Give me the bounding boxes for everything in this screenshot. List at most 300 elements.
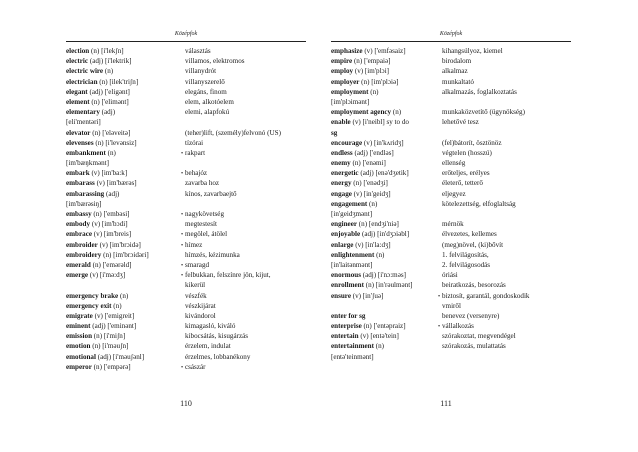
entry-translation — [186, 178, 219, 188]
entry-marker: • — [181, 171, 184, 178]
entry-translation-text: nagykövetség — [185, 210, 225, 218]
entry-translation — [186, 341, 231, 351]
entry-grammar-pronunciation: (n) ['enədʒi] — [353, 179, 388, 188]
entry-translation — [186, 107, 229, 117]
entry-headword: emphasize — [331, 47, 363, 55]
entry-marker: • — [181, 150, 184, 157]
entry-translation-text: kivándorol — [185, 311, 216, 320]
entry-grammar-pronunciation: [in'laitənmənt] — [331, 260, 373, 269]
entry-term — [331, 270, 406, 280]
dictionary-entry — [331, 209, 576, 219]
dictionary-entry — [66, 341, 306, 351]
entry-translation — [443, 250, 489, 260]
entry-translation — [443, 189, 466, 199]
dictionary-entry — [66, 117, 306, 127]
entry-translation-text: elem, alkotóelem — [185, 97, 234, 106]
entry-translation-text: kibocsátás, kisugárzás — [185, 332, 249, 341]
entry-translation-text: (teher)lift, (személy)felvonó (US) — [185, 128, 281, 137]
dictionary-entry — [66, 229, 306, 239]
entry-term — [331, 117, 409, 127]
entry-headword: entertainment — [331, 342, 374, 351]
entry-translation-text: zavarba hoz — [185, 179, 220, 188]
entry-headword: electric wire — [66, 67, 104, 76]
entry-term — [66, 168, 127, 178]
dictionary-entry — [66, 219, 306, 229]
dictionary-entry — [331, 46, 576, 56]
entry-translation-text: választás — [185, 47, 211, 55]
entry-marker: • — [438, 324, 441, 331]
dictionary-entry — [331, 87, 576, 97]
entry-translation — [443, 56, 471, 66]
entry-translation — [443, 331, 516, 341]
entry-translation-text: felbukkan, felszínre jön, kijut, — [185, 271, 271, 280]
entry-headword: entertain — [331, 332, 359, 341]
entry-headword: enter for sg — [331, 311, 366, 320]
entry-headword: embroider — [66, 240, 98, 249]
entry-term — [66, 46, 124, 56]
entry-headword: engineer — [331, 220, 358, 229]
entry-grammar-pronunciation: (n) — [119, 291, 129, 300]
entry-marker: • — [181, 364, 184, 371]
entry-translation — [181, 362, 206, 373]
entry-term — [66, 97, 129, 107]
entry-grammar-pronunciation: (v) [in'ʃuə] — [352, 291, 384, 300]
entry-grammar-pronunciation: (v) [i'mə:dʒ] — [89, 271, 126, 280]
entry-grammar-pronunciation: (n) ['empaiə] — [353, 57, 391, 66]
entry-translation-text: szórakozás, mulattatás — [442, 342, 506, 351]
dictionary-entry — [331, 107, 576, 117]
entry-grammar-pronunciation: (n) — [369, 199, 378, 208]
entry-translation — [443, 341, 506, 351]
entry-translation-text: kínos, zavarbaejtő — [185, 189, 237, 198]
entry-translation — [443, 229, 497, 239]
header-rule — [66, 41, 306, 42]
entry-marker: • — [438, 293, 441, 300]
entry-grammar-pronunciation: (n) [i'miʃn] — [93, 332, 126, 341]
entry-term — [66, 229, 131, 239]
dictionary-entry — [66, 107, 306, 117]
entry-term — [66, 199, 102, 209]
entry-headword: enormous — [331, 271, 361, 280]
entry-translation — [443, 240, 503, 250]
entry-term — [66, 56, 131, 66]
entry-translation-text: érzelmes, lobbanékony — [185, 352, 251, 361]
entry-term — [66, 270, 125, 280]
dictionary-entry — [331, 117, 576, 127]
entry-headword: emigrate — [66, 311, 93, 320]
entry-term — [331, 189, 391, 199]
page-number: 110 — [180, 399, 192, 408]
entry-term — [331, 311, 365, 321]
dictionary-entry — [66, 291, 306, 301]
dictionary-entry — [331, 240, 576, 250]
entry-translation — [443, 178, 483, 188]
entry-grammar-pronunciation: (n) ['emərəld] — [92, 260, 132, 269]
dictionary-entry — [66, 138, 306, 148]
dictionary-entry — [331, 77, 576, 87]
entry-translation-text: vmiről — [442, 301, 461, 310]
entry-term — [66, 321, 136, 331]
entry-translation — [443, 280, 506, 290]
entry-translation-text: ellenség — [442, 159, 466, 168]
entry-translation-text: munkaltató — [442, 77, 474, 86]
entry-translation — [443, 138, 502, 148]
dictionary-entry — [331, 128, 576, 138]
entry-grammar-pronunciation: (adj) — [101, 108, 116, 117]
entry-translation — [186, 189, 237, 199]
entry-translation-text: kikerül — [185, 281, 206, 290]
entry-term — [331, 66, 389, 76]
entry-headword: employ — [331, 67, 354, 76]
entry-term — [66, 189, 119, 199]
dictionary-entry — [66, 77, 306, 87]
entry-translation-text: császár — [185, 362, 206, 371]
entry-translation-text: villamos, elektromos — [185, 57, 245, 66]
entry-term — [331, 107, 401, 117]
entry-translation — [443, 66, 468, 76]
entry-term — [66, 260, 132, 270]
entry-headword: election — [66, 47, 90, 55]
dictionary-entry — [66, 66, 306, 76]
entry-headword: empire — [331, 57, 353, 66]
dictionary-entry — [66, 128, 306, 138]
entry-translation-text: eljegyez — [442, 189, 466, 198]
entry-term — [331, 352, 374, 362]
entry-translation-text: megölel, átölel — [185, 230, 228, 239]
entry-grammar-pronunciation: (n) — [104, 67, 114, 76]
dictionary-entry — [331, 168, 576, 178]
dictionary-entry — [66, 260, 306, 270]
dictionary-entry — [331, 280, 576, 290]
entry-translation-text: kötelezettség, elfoglaltság — [442, 199, 516, 208]
entry-translation-text: hímzés, kézimunka — [185, 250, 240, 259]
entry-term — [331, 97, 369, 107]
dictionary-entry — [331, 311, 576, 321]
dictionary-entry — [66, 352, 306, 362]
entry-grammar-pronunciation: (adj) [i'lektrik] — [89, 57, 132, 66]
entry-headword: embark — [66, 169, 90, 178]
entry-grammar-pronunciation: (n) [ilek'triʃn] — [99, 77, 139, 86]
entry-headword: enlightenment — [331, 250, 375, 259]
entry-term — [66, 66, 113, 76]
entry-translation-text: vészfék — [185, 291, 207, 300]
entry-term — [66, 128, 130, 138]
entry-term — [331, 46, 406, 56]
entry-translation — [443, 87, 517, 97]
entry-term — [66, 311, 134, 321]
entry-grammar-pronunciation: (adj) ['eligənt] — [89, 87, 130, 96]
entry-grammar-pronunciation: (v) [in'kʌridʒ] — [363, 138, 404, 147]
dictionary-entry — [331, 352, 576, 362]
entry-translation-text: vészkijárat — [185, 301, 216, 310]
entry-marker: • — [181, 273, 184, 280]
entry-translation — [443, 107, 525, 117]
entry-translation — [443, 260, 490, 270]
dictionary-entry — [66, 250, 306, 260]
entry-term — [331, 291, 383, 301]
dictionary-entry — [66, 301, 306, 311]
entry-translation-text: érzelem, indulat — [185, 342, 231, 351]
dictionary-entry — [331, 229, 576, 239]
entry-translation — [186, 219, 217, 229]
entry-translation — [186, 250, 240, 260]
entry-headword: engagement — [331, 199, 368, 208]
dictionary-entry — [66, 168, 306, 178]
header-rule — [331, 41, 571, 42]
dictionary-entry — [66, 321, 306, 331]
entry-term — [66, 209, 130, 219]
entry-grammar-pronunciation: (n) ['entəpraiz] — [363, 322, 406, 331]
entry-list — [66, 46, 306, 372]
entry-marker: • — [181, 232, 184, 239]
right-page — [319, 0, 638, 452]
dictionary-entry — [66, 209, 306, 219]
entry-grammar-pronunciation: (n) ['enəmi] — [352, 159, 386, 168]
dictionary-entry — [66, 158, 306, 168]
entry-grammar-pronunciation: [im'bæŋkmənt] — [66, 159, 110, 168]
entry-translation — [186, 46, 211, 56]
entry-term — [331, 56, 390, 66]
entry-grammar-pronunciation: (v) [im'brɔidə] — [99, 240, 141, 249]
entry-headword: ensure — [331, 291, 351, 300]
entry-headword: emergency brake — [66, 291, 119, 300]
entry-headword: encourage — [331, 138, 363, 147]
entry-term — [331, 331, 399, 341]
entry-translation — [186, 97, 234, 107]
entry-headword: elevenses — [66, 138, 94, 147]
entry-headword: employment — [331, 87, 369, 96]
entry-translation-text: élvezetes, kellemes — [442, 230, 497, 239]
entry-term — [331, 321, 406, 331]
entry-translation-text: (fel)bátorít, ösztönöz — [442, 138, 502, 147]
entry-translation-text: alkalmaz — [442, 67, 468, 76]
entry-translation-text: villanyszerelő — [185, 77, 225, 86]
entry-translation-text: mérnök — [442, 220, 464, 229]
entry-term — [331, 87, 379, 97]
entry-grammar-pronunciation: (v) ['emfəsaiz] — [364, 47, 406, 55]
entry-term — [66, 117, 101, 127]
entry-term — [331, 219, 399, 229]
entry-grammar-pronunciation: (v) [in'la:dʒ] — [355, 240, 391, 249]
dictionary-entry — [66, 46, 306, 56]
entry-translation-text: benevez (versenyre) — [442, 311, 500, 320]
entry-grammar-pronunciation: (v) [im'ba:k] — [91, 169, 128, 178]
entry-translation — [443, 199, 516, 209]
entry-translation — [443, 270, 458, 280]
entry-headword: emotion — [66, 342, 91, 351]
entry-headword: endless — [331, 148, 353, 157]
entry-translation — [186, 138, 203, 148]
entry-translation — [186, 301, 216, 311]
entry-translation — [443, 148, 492, 158]
entry-term — [331, 229, 409, 239]
entry-grammar-pronunciation: [entə'teinmənt] — [331, 352, 374, 361]
entry-term — [66, 331, 125, 341]
entry-grammar-pronunciation: (n) [in'rəulmənt] — [365, 281, 413, 290]
entry-headword: enable — [331, 118, 351, 127]
entry-term — [66, 291, 128, 301]
dictionary-entry — [66, 199, 306, 209]
dictionary-entry — [331, 138, 576, 148]
entry-term — [331, 209, 372, 219]
entry-term — [331, 158, 386, 168]
entry-translation-text: rakpart — [185, 148, 206, 157]
entry-grammar-pronunciation: (adj) — [106, 189, 120, 198]
entry-grammar-pronunciation: (adj) ['endləs] — [354, 148, 394, 157]
entry-headword: emperor — [66, 362, 92, 371]
entry-translation — [186, 77, 225, 87]
dictionary-entry — [66, 56, 306, 66]
running-header: Középfok — [439, 31, 463, 37]
entry-grammar-pronunciation: (n) [endʒi'niə] — [358, 220, 399, 229]
entry-marker: • — [181, 212, 184, 218]
entry-grammar-pronunciation: (n) ['embəsi] — [93, 210, 130, 218]
entry-headword: embassy — [66, 210, 92, 218]
entry-grammar-pronunciation: (v) [im'bɔdi] — [91, 220, 128, 229]
dictionary-entry — [331, 56, 576, 66]
entry-grammar-pronunciation: (v) [in'geidʒ] — [353, 189, 391, 198]
dictionary-entry — [331, 270, 576, 280]
dictionary-entry — [66, 189, 306, 199]
entry-translation — [186, 331, 248, 341]
dictionary-entry — [331, 250, 576, 260]
entry-headword: emergency exit — [66, 301, 112, 310]
running-header: Középfok — [174, 31, 198, 37]
entry-headword: embody — [66, 220, 91, 229]
dictionary-entry — [331, 178, 576, 188]
entry-headword: embarassing — [66, 189, 105, 198]
entry-translation-text: vállalkozás — [442, 322, 474, 331]
entry-grammar-pronunciation: (v) [im'plɔi] — [354, 67, 390, 76]
entry-translation-text: (meg)növel, (ki)bővít — [442, 240, 504, 249]
entry-translation-text: erőteljes, erélyes — [442, 169, 490, 178]
entry-term — [331, 341, 384, 351]
entry-headword: enlarge — [331, 240, 354, 249]
entry-term — [331, 168, 409, 178]
entry-grammar-pronunciation: [im'bærəsiŋ] — [66, 199, 102, 208]
entry-term — [66, 240, 141, 250]
entry-term — [66, 250, 149, 260]
entry-term — [66, 107, 115, 117]
entry-headword: emotional — [66, 352, 96, 361]
entry-headword: embrace — [66, 230, 92, 239]
entry-grammar-pronunciation: (n) [i'məuʃn] — [92, 342, 129, 351]
entry-term — [66, 341, 128, 351]
entry-headword: employment agency — [331, 108, 392, 117]
entry-headword: energy — [331, 179, 352, 188]
dictionary-entry — [66, 240, 306, 250]
entry-translation-text: 2. felvilágosodás — [442, 260, 491, 269]
entry-grammar-pronunciation: [in'geidʒmənt] — [331, 210, 373, 218]
entry-term — [331, 138, 404, 148]
entry-grammar-pronunciation: (n) ['eləveitə] — [92, 128, 131, 137]
entry-translation-text: smaragd — [185, 260, 210, 269]
entry-translation — [186, 311, 216, 321]
entry-headword: sg — [331, 128, 338, 137]
entry-grammar-pronunciation: (v) [entə'tein] — [360, 332, 399, 341]
entry-term — [66, 352, 144, 362]
entry-term — [331, 280, 413, 290]
entry-term — [66, 138, 137, 148]
entry-grammar-pronunciation: (v) [im'bærəs] — [96, 179, 137, 188]
dictionary-entry — [331, 158, 576, 168]
entry-translation — [443, 301, 461, 311]
entry-translation-text: szórakoztat, megvendégel — [442, 332, 516, 341]
entry-headword: emission — [66, 332, 93, 341]
dictionary-entry — [66, 97, 306, 107]
entry-headword: electrician — [66, 77, 98, 86]
entry-translation-text: behajóz — [185, 169, 208, 178]
entry-grammar-pronunciation: (adj) ['eminənt] — [92, 322, 137, 331]
entry-headword: embankment — [66, 148, 106, 157]
entry-headword: elegant — [66, 87, 88, 96]
entry-translation — [186, 321, 235, 331]
entry-grammar-pronunciation: (v) ['emigreit] — [94, 311, 135, 320]
entry-grammar-pronunciation: (v) [im'breis] — [93, 230, 132, 239]
entry-headword: embarass — [66, 179, 95, 188]
dictionary-entry — [331, 321, 576, 331]
dictionary-entry — [331, 219, 576, 229]
entry-translation — [443, 168, 490, 178]
entry-translation-text: tízórai — [185, 138, 204, 147]
entry-grammar-pronunciation: (adj) [enə'dʒetik] — [360, 169, 409, 178]
entry-headword: element — [66, 97, 90, 106]
dictionary-entry — [331, 331, 576, 341]
entry-translation — [443, 158, 465, 168]
entry-headword: electric — [66, 57, 89, 66]
dictionary-entry — [331, 260, 576, 270]
entry-grammar-pronunciation: [eli'mentəri] — [66, 118, 101, 127]
entry-translation — [186, 128, 281, 138]
dictionary-entry — [331, 341, 576, 351]
entry-term — [331, 178, 388, 188]
entry-term — [66, 158, 109, 168]
entry-grammar-pronunciation: (n) [im'brɔidəri] — [103, 250, 149, 259]
entry-term — [331, 199, 377, 209]
dictionary-entry — [66, 178, 306, 188]
dictionary-entry — [66, 362, 306, 372]
entry-grammar-pronunciation: (adj) [i'məuʃənl] — [97, 352, 145, 361]
dictionary-entry — [331, 97, 576, 107]
entry-grammar-pronunciation: (n) [i'levənsiz] — [95, 138, 137, 147]
dictionary-entry — [331, 291, 576, 301]
entry-grammar-pronunciation: (adj) [i'nɔ:məs] — [362, 271, 406, 280]
entry-translation-text: megtestesít — [185, 220, 217, 229]
entry-translation-text: alkalmazás, foglalkoztatás — [442, 87, 517, 96]
entry-headword: enjoyable — [331, 230, 361, 239]
entry-list — [331, 46, 576, 362]
entry-translation — [443, 117, 479, 127]
entry-translation-text: beiratkozás, besorozás — [442, 281, 506, 290]
entry-term — [331, 128, 337, 138]
entry-grammar-pronunciation: (n) — [375, 342, 385, 351]
dictionary-entry — [331, 189, 576, 199]
dictionary-entry — [66, 311, 306, 321]
entry-term — [66, 219, 128, 229]
dictionary-entry — [331, 301, 576, 311]
entry-grammar-pronunciation: (n) ['elimənt] — [91, 97, 129, 106]
entry-grammar-pronunciation: (adj) [in'dʒɔiəbl] — [361, 230, 410, 239]
entry-headword: eminent — [66, 322, 91, 331]
entry-translation — [186, 280, 205, 290]
entry-headword: enterprise — [331, 322, 362, 331]
dictionary-entry — [66, 331, 306, 341]
entry-headword: emerald — [66, 260, 91, 269]
entry-grammar-pronunciation: (v) [i'neibl] sy to do — [352, 118, 409, 127]
entry-translation — [186, 66, 216, 76]
entry-marker: • — [181, 262, 184, 269]
entry-term — [331, 240, 391, 250]
